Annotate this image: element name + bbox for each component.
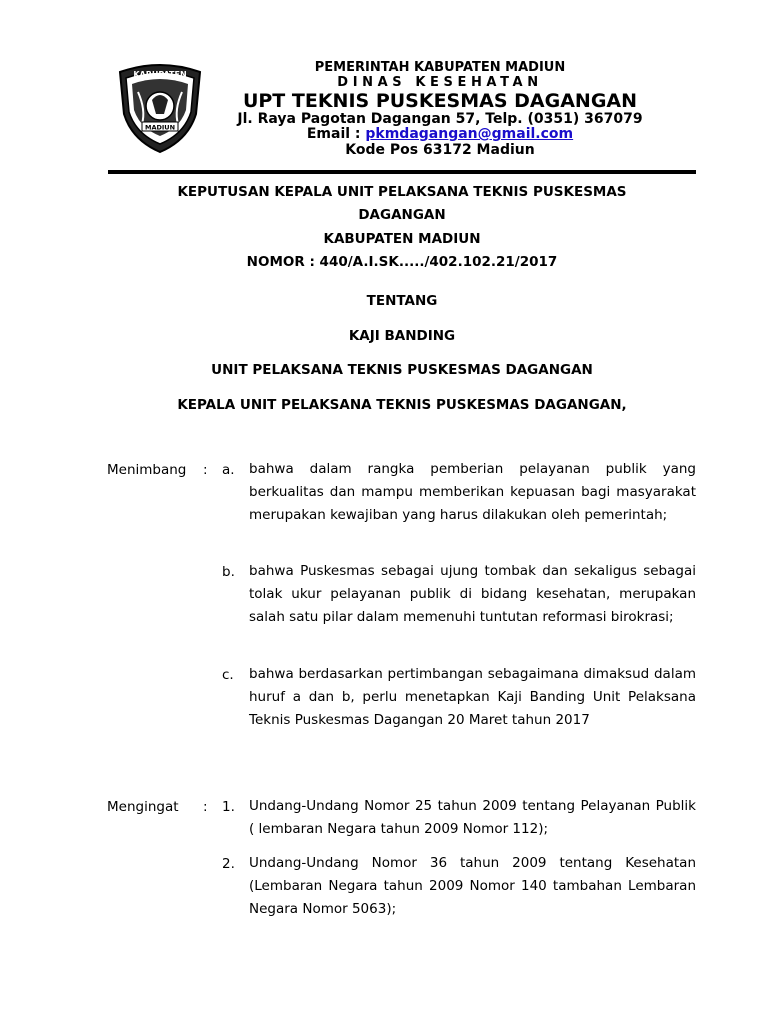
menimbang-colon: : bbox=[203, 462, 208, 478]
menimbang-item-a: bahwa dalam rangka pemberian pelayanan publik yang berkualitas dan mampu memberikan kepuasan bagi masyarakat merupakan kewajiban yang harus dilakukan oleh pemerintah; bbox=[249, 461, 696, 523]
email-line bbox=[170, 126, 710, 142]
email-label: Email : bbox=[306, 126, 361, 142]
logo-bottom-text: MADIUN bbox=[144, 123, 176, 132]
postal-code: Kode Pos 63172 Madiun bbox=[345, 142, 535, 158]
dept-name: DINAS KESEHATAN bbox=[337, 75, 543, 90]
menimbang-item-c: bahwa berdasarkan pertimbangan sebagaimana dimaksud dalam huruf a dan b, perlu menetapkan Kaji Banding Unit Pelaksana Teknis Puskesmas Dagangan 20 Maret tahun 2017 bbox=[249, 666, 696, 728]
address: Jl. Raya Pagotan Dagangan 57, Telp. (0351) 367079 bbox=[237, 111, 643, 127]
mengingat-item-2: Undang-Undang Nomor 36 tahun 2009 tentang Kesehatan (Lembaran Negara tahun 2009 Nomor 140 tambahan Lembaran Negara Nomor 5063); bbox=[249, 855, 696, 917]
menimbang-marker-c: c. bbox=[222, 667, 234, 683]
email-link[interactable]: pkmdagangan@gmail.com bbox=[365, 126, 574, 142]
menimbang-item-b: bahwa Puskesmas sebagai ujung tombak dan sekaligus sebagai tolak ukur pelayanan publik di bidang kesehatan, merupakan salah satu pilar dalam memenuhi tuntutan reformasi birokrasi; bbox=[249, 563, 696, 625]
decree-issuer: KEPALA UNIT PELAKSANA TEKNIS PUSKESMAS DAGANGAN, bbox=[177, 397, 627, 413]
menimbang-marker-b: b. bbox=[222, 564, 235, 580]
header-divider bbox=[108, 170, 696, 174]
decree-number: NOMOR : 440/A.I.SK...../402.102.21/2017 bbox=[246, 254, 558, 270]
decree-subject: KAJI BANDING bbox=[348, 328, 456, 344]
mengingat-colon: : bbox=[203, 799, 208, 815]
menimbang-marker-a: a. bbox=[222, 462, 235, 478]
unit-name: UPT TEKNIS PUSKESMAS DAGANGAN bbox=[242, 90, 638, 112]
mengingat-label: Mengingat bbox=[107, 799, 179, 815]
decree-title-line1: KEPUTUSAN KEPALA UNIT PELAKSANA TEKNIS PUSKESMAS bbox=[177, 184, 627, 200]
mengingat-item-1: Undang-Undang Nomor 25 tahun 2009 tentang Pelayanan Publik ( lembaran Negara tahun 2009 Nomor 112); bbox=[249, 798, 696, 837]
decree-unit: UNIT PELAKSANA TEKNIS PUSKESMAS DAGANGAN bbox=[211, 362, 593, 378]
menimbang-label: Menimbang bbox=[107, 462, 187, 478]
mengingat-marker-2: 2. bbox=[222, 856, 235, 872]
mengingat-marker-1: 1. bbox=[222, 799, 235, 815]
gov-name: PEMERINTAH KABUPATEN MADIUN bbox=[314, 60, 566, 75]
tentang-heading: TENTANG bbox=[366, 293, 438, 309]
decree-title-line2: DAGANGAN bbox=[358, 207, 446, 223]
decree-title-line3: KABUPATEN MADIUN bbox=[323, 231, 481, 247]
logo-top-text: KABUPATEN bbox=[133, 70, 187, 79]
